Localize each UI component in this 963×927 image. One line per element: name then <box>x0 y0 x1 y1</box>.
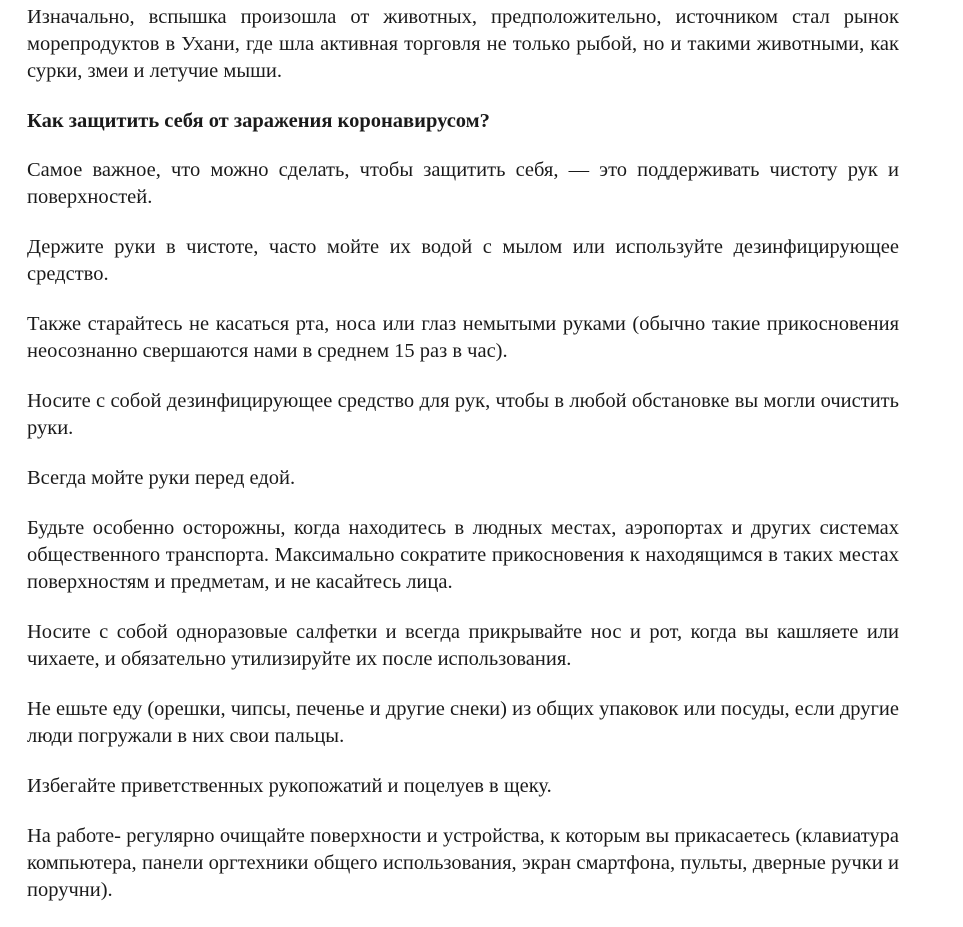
paragraph-work-surfaces: На работе- регулярно очищайте поверхности и устройства, к которым вы прикасаетесь (клавиатура компьютера, панели оргтехники общего использования, экран смартфона, пульты, дверные ручки и поручни). <box>27 825 899 901</box>
section-heading: Как защитить себя от заражения коронавирусом? <box>27 110 490 132</box>
paragraph-no-touch-face: Также старайтесь не касаться рта, носа или глаз немытыми руками (обычно такие прикосновения неосознанно свершаются нами в среднем 15 раз в час). <box>27 313 899 362</box>
paragraph-tissues: Носите с собой одноразовые салфетки и всегда прикрывайте нос и рот, когда вы кашляете или чихаете, и обязательно утилизируйте их после использования. <box>27 621 899 670</box>
paragraph-crowded-places: Будьте особенно осторожны, когда находитесь в людных местах, аэропортах и других системах общественного транспорта. Максимально сократите прикосновения к находящимся в таких местах поверхностям и предметам, и не касайтесь лица. <box>27 517 899 593</box>
paragraph-wash-hands: Держите руки в чистоте, часто мойте их водой с мылом или используйте дезинфицирующее средство. <box>27 236 899 285</box>
paragraph-hygiene: Самое важное, что можно сделать, чтобы защитить себя, — это поддерживать чистоту рук и поверхностей. <box>27 159 899 208</box>
paragraph-wash-before-eating: Всегда мойте руки перед едой. <box>27 467 296 489</box>
paragraph-origin: Изначально, вспышка произошла от животных, предположительно, источником стал рынок морепродуктов в Ухани, где шла активная торговля не только рыбой, но и такими животными, как сурки, змеи и летучие мыши. <box>27 6 899 82</box>
paragraph-shared-food: Не ешьте еду (орешки, чипсы, печенье и другие снеки) из общих упаковок или посуды, если другие люди погружали в них свои пальцы. <box>27 698 899 747</box>
paragraph-carry-sanitizer: Носите с собой дезинфицирующее средство для рук, чтобы в любой обстановке вы могли очистить руки. <box>27 390 899 439</box>
paragraph-handshakes: Избегайте приветственных рукопожатий и поцелуев в щеку. <box>27 775 552 797</box>
document-page <box>27 4 899 927</box>
